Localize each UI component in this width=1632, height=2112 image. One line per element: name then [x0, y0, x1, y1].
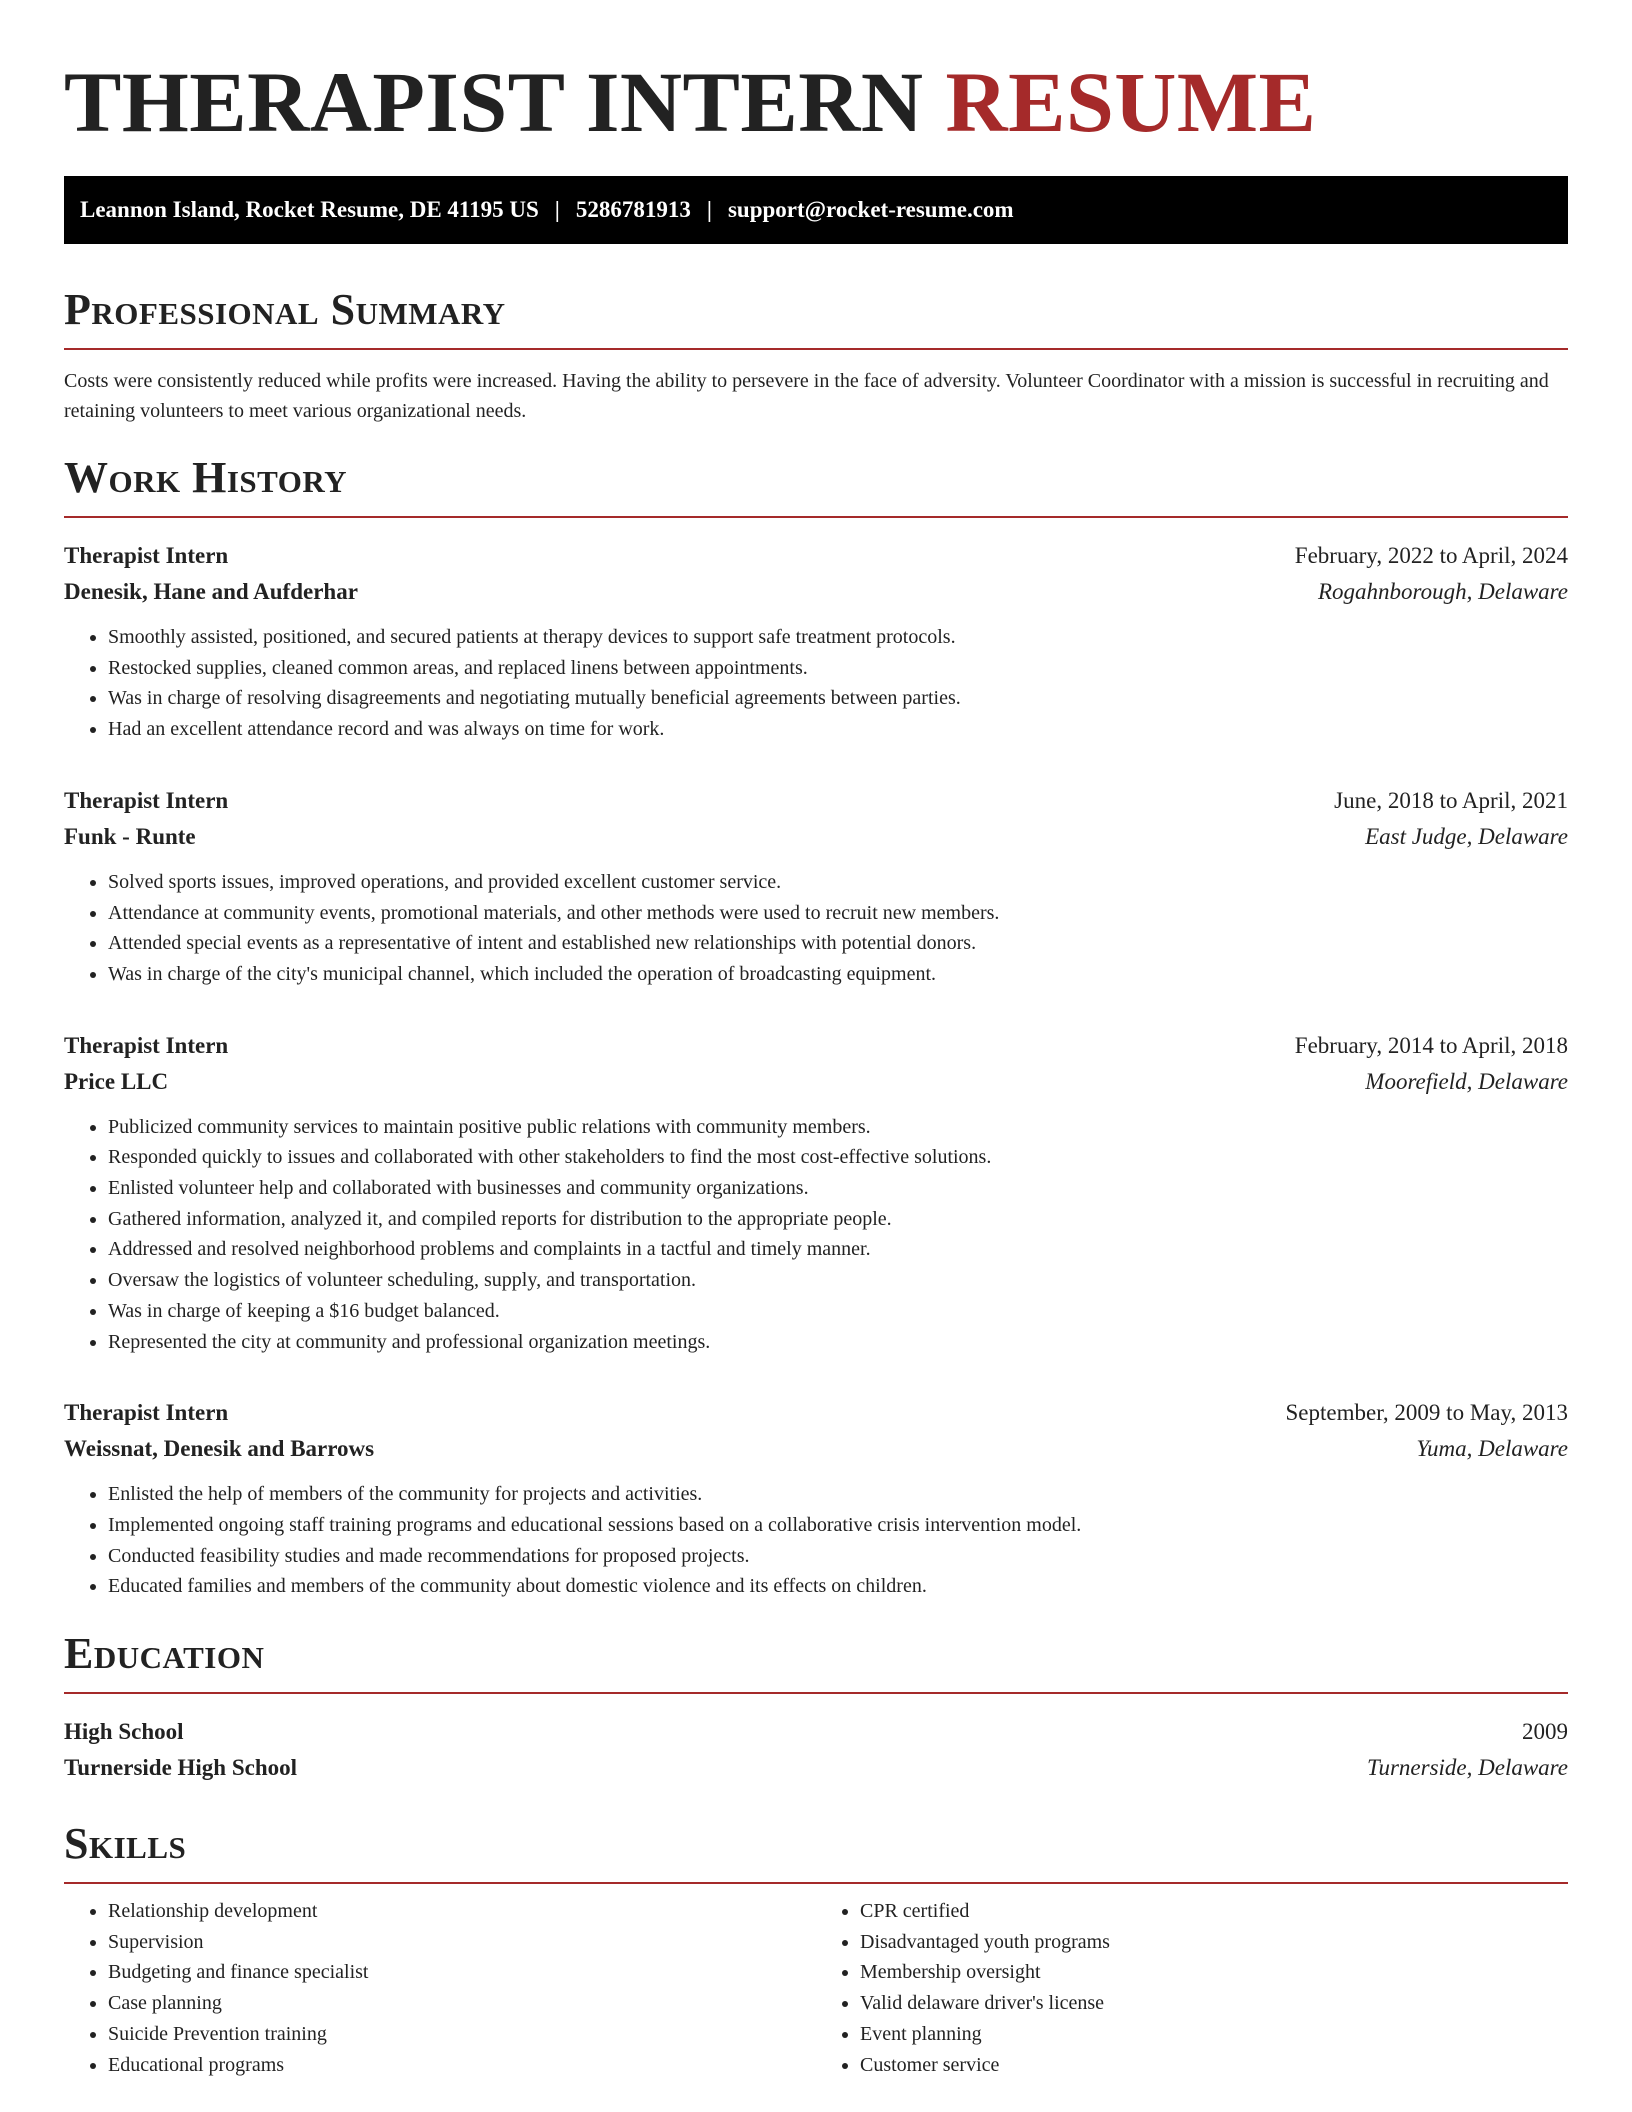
job-dates: February, 2022 to April, 2024 — [1294, 543, 1568, 568]
education-year: 2009 — [1522, 1719, 1568, 1745]
skill-item: • CPR certified — [860, 1896, 1568, 1927]
job-entry — [64, 1395, 1568, 1602]
job-bullet: • Was in charge of resolving disagreements and negotiating mutually beneficial agreements between parties. — [108, 683, 1568, 714]
job-company-row — [64, 819, 1568, 855]
education-heading: Education — [64, 1628, 1568, 1694]
job-bullet: • Conducted feasibility studies and made recommendations for proposed projects. — [108, 1541, 1568, 1572]
education-row — [64, 1750, 1568, 1786]
skills-column-right — [816, 1896, 1568, 2080]
title-accent: RESUME — [945, 54, 1317, 150]
job-bullet: • Implemented ongoing staff training programs and educational sessions based on a collaborative crisis intervention model. — [108, 1510, 1568, 1541]
job-location: Yuma, Delaware — [1416, 1436, 1568, 1462]
work-history-heading: Work History — [64, 452, 1568, 518]
title-main: THERAPIST INTERN — [64, 54, 924, 150]
contact-separator: | — [706, 197, 712, 222]
job-header-row — [64, 538, 1568, 574]
job-bullet: • Had an excellent attendance record and was always on time for work. — [108, 714, 1568, 745]
job-title: Therapist Intern — [64, 1400, 229, 1426]
job-company-row — [64, 574, 1568, 610]
job-bullet: • Addressed and resolved neighborhood problems and complaints in a tactful and timely manner. — [108, 1234, 1568, 1265]
contact-email: support@rocket-resume.com — [727, 197, 1014, 222]
job-entry — [64, 538, 1568, 745]
job-bullet: • Restocked supplies, cleaned common areas, and replaced linens between appointments. — [108, 653, 1568, 684]
page-title — [64, 52, 1568, 152]
work-history-list — [64, 538, 1568, 1602]
education-entry — [64, 1714, 1568, 1786]
education-degree: High School — [64, 1719, 184, 1745]
job-location: Moorefield, Delaware — [1365, 1068, 1568, 1094]
job-bullet: • Responded quickly to issues and collaborated with other stakeholders to find the most cost-effective solutions. — [108, 1142, 1568, 1173]
skill-item: • Case planning — [108, 1988, 816, 2019]
job-bullet: • Solved sports issues, improved operations, and provided excellent customer service. — [108, 867, 1568, 898]
education-row — [64, 1714, 1568, 1750]
job-bullet: • Gathered information, analyzed it, and compiled reports for distribution to the appropriate people. — [108, 1204, 1568, 1235]
skill-item: • Valid delaware driver's license — [860, 1988, 1568, 2019]
job-company: Price LLC — [64, 1068, 169, 1094]
job-bullets — [64, 1479, 1568, 1602]
skill-item: • Supervision — [108, 1927, 816, 1958]
job-bullet: • Represented the city at community and professional organization meetings. — [108, 1327, 1568, 1358]
job-bullets — [64, 1112, 1568, 1358]
education-location: Turnerside, Delaware — [1366, 1755, 1568, 1781]
job-dates: September, 2009 to May, 2013 — [1285, 1400, 1568, 1426]
job-company-row — [64, 1064, 1568, 1100]
contact-bar — [64, 176, 1568, 244]
job-entry — [64, 783, 1568, 990]
job-company: Funk - Runte — [64, 823, 196, 849]
job-dates: June, 2018 to April, 2021 — [1334, 787, 1568, 813]
contact-separator: | — [554, 197, 560, 222]
job-header-row — [64, 783, 1568, 819]
skill-item: • Suicide Prevention training — [108, 2019, 816, 2050]
job-company: Denesik, Hane and Aufderhar — [64, 579, 358, 604]
job-bullets — [64, 622, 1568, 745]
job-company-row — [64, 1431, 1568, 1467]
skills-heading: Skills — [64, 1818, 1568, 1884]
contact-address: Leannon Island, Rocket Resume, DE 41195 US — [80, 197, 539, 222]
job-dates: February, 2014 to April, 2018 — [1294, 1032, 1568, 1058]
job-bullet: • Attended special events as a representative of intent and established new relationships with potential donors. — [108, 928, 1568, 959]
job-company: Weissnat, Denesik and Barrows — [64, 1436, 375, 1462]
job-bullet: • Was in charge of keeping a $16 budget balanced. — [108, 1296, 1568, 1327]
job-header-row — [64, 1028, 1568, 1064]
summary-text: Costs were consistently reduced while profits were increased. Having the ability to persevere in the face of adversity. Volunteer Coordinator with a mission is successful in recruiting and retaining volunteers to meet various organizational needs. — [64, 370, 1549, 422]
job-title: Therapist Intern — [64, 787, 229, 813]
skill-item: • Relationship development — [108, 1896, 816, 1927]
job-location: Rogahnborough, Delaware — [1317, 579, 1568, 604]
job-header-row — [64, 1395, 1568, 1431]
job-entry — [64, 1028, 1568, 1358]
skill-item: • Disadvantaged youth programs — [860, 1927, 1568, 1958]
job-bullet: • Enlisted the help of members of the community for projects and activities. — [108, 1479, 1568, 1510]
job-bullet: • Was in charge of the city's municipal channel, which included the operation of broadcasting equipment. — [108, 959, 1568, 990]
job-bullet: • Smoothly assisted, positioned, and secured patients at therapy devices to support safe treatment protocols. — [108, 622, 1568, 653]
skill-item: • Customer service — [860, 2050, 1568, 2081]
contact-phone: 5286781913 — [575, 197, 691, 222]
job-bullets — [64, 867, 1568, 990]
job-location: East Judge, Delaware — [1365, 823, 1568, 849]
job-bullet: • Educated families and members of the community about domestic violence and its effects on children. — [108, 1571, 1568, 1602]
skill-item: • Event planning — [860, 2019, 1568, 2050]
skill-item: • Budgeting and finance specialist — [108, 1957, 816, 1988]
education-school: Turnerside High School — [64, 1755, 298, 1781]
job-bullet: • Oversaw the logistics of volunteer scheduling, supply, and transportation. — [108, 1265, 1568, 1296]
job-title: Therapist Intern — [64, 1032, 229, 1058]
summary-heading: Professional Summary — [64, 284, 1568, 350]
job-title: Therapist Intern — [64, 543, 229, 568]
job-bullet: • Attendance at community events, promotional materials, and other methods were used to recruit new members. — [108, 898, 1568, 929]
job-bullet: • Enlisted volunteer help and collaborated with businesses and community organizations. — [108, 1173, 1568, 1204]
skills-grid — [64, 1896, 1568, 2080]
skill-item: • Membership oversight — [860, 1957, 1568, 1988]
job-bullet: • Publicized community services to maintain positive public relations with community members. — [108, 1112, 1568, 1143]
skills-column-left — [64, 1896, 816, 2080]
skill-item: • Educational programs — [108, 2050, 816, 2081]
